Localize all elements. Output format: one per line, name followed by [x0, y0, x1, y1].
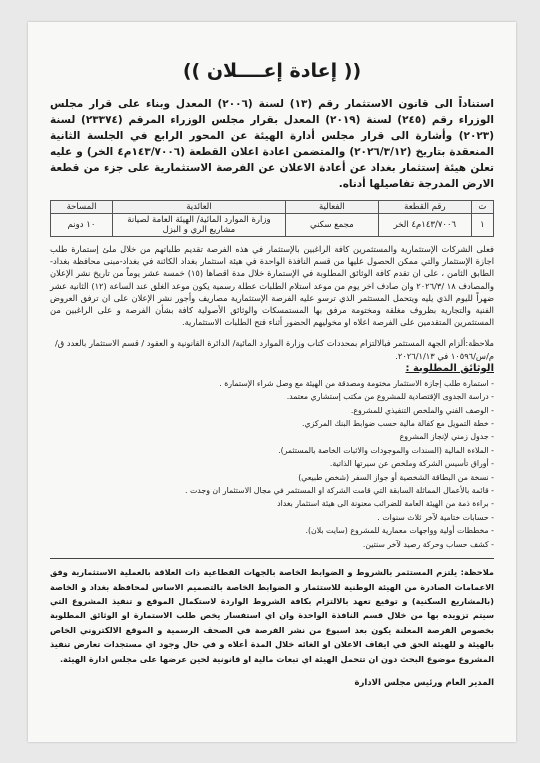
- page-title: (( إعادة إعــــلان )): [182, 60, 362, 82]
- list-item: - الوصف الفني والملخص التنفيذي للمشروع.: [50, 404, 494, 417]
- divider: [50, 558, 494, 559]
- table-header-row: [51, 201, 494, 214]
- intro-paragraph: استناداً الى قانون الاستثمار رقم (١٣) لسنة (٢٠٠٦) المعدل وبناء على قرار مجلس الوزراء رقم (٢٤٥) لسنة (٢٠١٩) المعدل بقرار مجلس الوزراء المرقم (٢٣٣٧٤) لسنة (٢٠٢٣) وأشارة الى قرار مجلس أدارة الهيئة عن المحور الرابع في الجلسة الثانية المنعقدة بتاريخ (٢٠٢٦/٣/١٢) والمتضمن اعادة اعلان القطعة (١٤٣/٧٠٠٦م٤ الخر) و عليه تعلن هيئة إستثمار بغداد عن أعادة الاعلان عن الفرصة الاستثمارية على جزء من قطعة الارض المدرجة تفاصيلها أدناه.: [50, 98, 495, 190]
- list-item: - قائمة بالأعمال المماثلة السابقة التي قامت الشركة او المستثمر في مجال الاستثمار ان وجدت .: [50, 484, 494, 497]
- cell-activity: مجمع سكني: [285, 214, 378, 237]
- list-item: - أوراق تأسيس الشركة وملخص عن سيرتها الذاتية.: [50, 457, 494, 470]
- list-item: - مخططات أولية وواجهات معمارية للمشروع (سايت بلان).: [50, 524, 494, 537]
- application-instructions: فعلى الشركات الإستثمارية والمستثمرين كافة الراغبين بالإستثمار في هذه الفرصة تقديم طلباتهم من خلال ملئ إستمارة طلب اجازة الإستثمار والتي ممكن الحصول عليها من قسم النافذة الواحدة في هيئة استثمار بغداد الكائنة في بغداد-مبنى محافظة بغداد-الطابق الثامن ، على ان تقدم كافة الوثائق المطلوبة في الإستمارة خلال مدة اقصاها (١٥) خمسة عشر يوماً من تاريخ نشر الإعلان والمصادف ١٨ /٢٠٢٦/٣ وان صادف اخر يوم من موعد استلام الطلبات عطلة رسمية يكون موعد الغلق عند الساعة (١٢) الثانية عشر ضهراً لليوم الذي يليه ويتحمل المستثمر الذي ترسو عليه الفرصة الإستثمارية مصاريف وأجور نشر الإعلان على ان ترفق العروض الفنية والتجارية بظروف مغلقة ومختومة مرفق بها المستمسكات والوثائق الأصولية كافة بشأن الفرصة و على الراغبين من المستثمرين المتقدمين على الفرصة اعلاه او مخوليهم الحضور أثناء فتح الطلبات الاستثمارية.: [50, 244, 495, 328]
- header-ownership: العائدية: [113, 201, 286, 214]
- cell-index: ١: [471, 214, 493, 237]
- signature-line: المدير العام ورئيس مجلس الادارة: [354, 677, 494, 688]
- list-item: - خطة التمويل مع كفالة مالية حسب ضوابط البنك المركزي.: [50, 417, 494, 430]
- header-index: ت: [471, 201, 493, 214]
- list-item: - كشف حساب وحركة رصيد لآخر سنتين.: [50, 538, 494, 551]
- header-area: المساحة: [51, 201, 113, 214]
- table-row: [51, 214, 494, 237]
- list-item: - نسخة من البطاقة الشخصية أو جواز السفر (شخص طبيعي): [50, 471, 494, 484]
- list-item: - الملاءة المالية (السندات والموجودات والاثبات الخاصة بالمستثمر).: [50, 444, 494, 457]
- list-item: - دراسة الجدوى الإقتصادية للمشروع من مكتب إستشاري معتمد.: [50, 390, 494, 403]
- note-paragraph: ملاحظة:ألزام الجهة المستثمر فبالالتزام بمحددات كتاب وزارة الموارد المائية/ الدائرة القانونية و العقود / قسم الاستثمار بالعدد ق/م/س/١٠٥٩٦ في ٢٠٢٦/١/١٣.: [55, 338, 494, 361]
- header-activity: الفعالية: [285, 201, 378, 214]
- remark-paragraph: ملاحظة: يلتزم المستثمر بالشروط و الضوابط الخاصة بالجهات القطاعية ذات العلاقة بالعملية الاستثمارية وفق الاعمامات الصادرة من الهيئة الوطنية للاستثمار و الضوابط الخاصة بالتصميم الاساس لمحافظة بغداد و الخاصة (بالمشاريع السكنية) و توقيع تعهد بالالتزام بكافة الشروط الواردة لاستكمال الموقع و تنفيذ المشروع التي سيتم تزويده بها من خلال قسم النافذة الواحدة وان اي استفسار يخص طلب الاستمارة او الوثائق المطلوبة بخصوص الفرصة المعلنة يكون بعد اسبوع من نشر الفرصة في الصحف الرسمية و الموقع الالكتروني الخاص بالهيئة و للهيئة الحق في ايقاف الاعلان او الغائه خلال المدة أعلاه و في حال وجود اي مستجدات تعارض تنفيذ المشروع موضوع البحث دون ان تتحمل الهيئة اي تبعات مالية او قانونية لحين عرضها على مجلس ادارة الهيئة.: [50, 567, 494, 664]
- list-item: - براءة ذمة من الهيئة العامة للضرائب معنونة الى هيئة استثمار بغداد: [50, 497, 494, 510]
- document-body: [28, 22, 516, 688]
- list-item: - استمارة طلب إجازة الاستثمار مختومة ومصدقة من الهيئة مع وصل شراء الإستمارة .: [50, 377, 494, 390]
- required-documents-title: الوثائق المطلوبة :: [405, 362, 494, 374]
- plot-table: [50, 200, 494, 237]
- required-documents-list: [50, 377, 494, 551]
- document-page: [28, 22, 516, 742]
- cell-plot-number: ١٤٣/٧٠٠٦م٤ الخر: [378, 214, 471, 237]
- list-item: - حسابات ختامية لآخر ثلاث سنوات .: [50, 511, 494, 524]
- list-item: - جدول زمني لإنجاز المشروع: [50, 430, 494, 443]
- cell-area: ١٠ دونم: [51, 214, 113, 237]
- cell-ownership: وزارة الموارد المائية/ الهيئة العامة لصيانة مشاريع الري و البزل: [113, 214, 286, 237]
- header-plot-number: رقم القطعة: [378, 201, 471, 214]
